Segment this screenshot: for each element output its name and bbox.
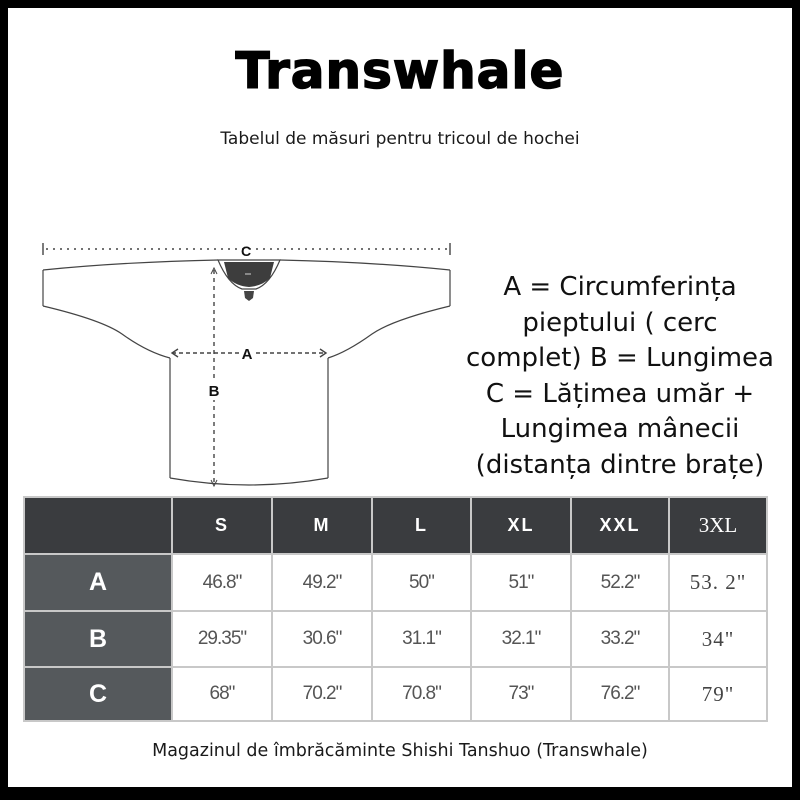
column-header-s: S: [172, 497, 272, 554]
table-cell: 73": [471, 667, 571, 721]
table-cell: 29.35": [172, 611, 272, 667]
table-cell: 70.8": [372, 667, 471, 721]
size-table: [23, 496, 768, 722]
measure-b-label: B: [208, 383, 220, 400]
table-cell: 52.2": [571, 554, 669, 611]
table-cell: 46.8": [172, 554, 272, 611]
legend-line: C = Lățimea umăr +: [485, 378, 755, 409]
table-cell: 70.2": [272, 667, 372, 721]
table-cell: 32.1": [471, 611, 571, 667]
legend-line: complet) B = Lungimea: [466, 343, 774, 373]
table-row-a: [24, 554, 767, 611]
page-subtitle: Tabelul de măsuri pentru tricoul de hochei: [220, 129, 580, 149]
legend-line: A = Circumferința: [503, 272, 737, 302]
table-header-row: [24, 497, 767, 554]
store-footer: Magazinul de îmbrăcăminte Shishi Tanshuo (Transwhale): [152, 741, 648, 761]
column-header-xl: XL: [471, 497, 571, 554]
measure-c-label: C: [240, 243, 252, 259]
measure-a-label: A: [241, 346, 253, 363]
table-row-c: [24, 667, 767, 721]
table-corner-cell: [24, 497, 172, 554]
row-label-a: A: [24, 554, 172, 611]
column-header-l: L: [372, 497, 471, 554]
jersey-collar: [218, 260, 280, 301]
measurement-legend: [448, 270, 792, 483]
table-cell: 53. 2": [669, 554, 767, 611]
brand-title: Transwhale: [235, 42, 565, 100]
table-cell: 33.2": [571, 611, 669, 667]
table-cell: 76.2": [571, 667, 669, 721]
table-cell: 31.1": [372, 611, 471, 667]
row-label-b: B: [24, 611, 172, 667]
table-cell: 34": [669, 611, 767, 667]
legend-line: pieptului ( cerc: [522, 307, 718, 338]
column-header-xxl: XXL: [571, 497, 669, 554]
column-header-m: M: [272, 497, 372, 554]
legend-line: Lungimea mânecii: [500, 414, 740, 444]
table-cell: 79": [669, 667, 767, 721]
column-header-3xl: 3XL: [669, 497, 767, 554]
row-label-c: C: [24, 667, 172, 721]
table-cell: 51": [471, 554, 571, 611]
table-cell: 68": [172, 667, 272, 721]
table-row-b: [24, 611, 767, 667]
table-cell: 50": [372, 554, 471, 611]
table-cell: 30.6": [272, 611, 372, 667]
legend-line: (distanța dintre brațe): [475, 449, 765, 480]
table-cell: 49.2": [272, 554, 372, 611]
jersey-diagram: [42, 234, 452, 494]
size-chart-page: [8, 8, 792, 787]
